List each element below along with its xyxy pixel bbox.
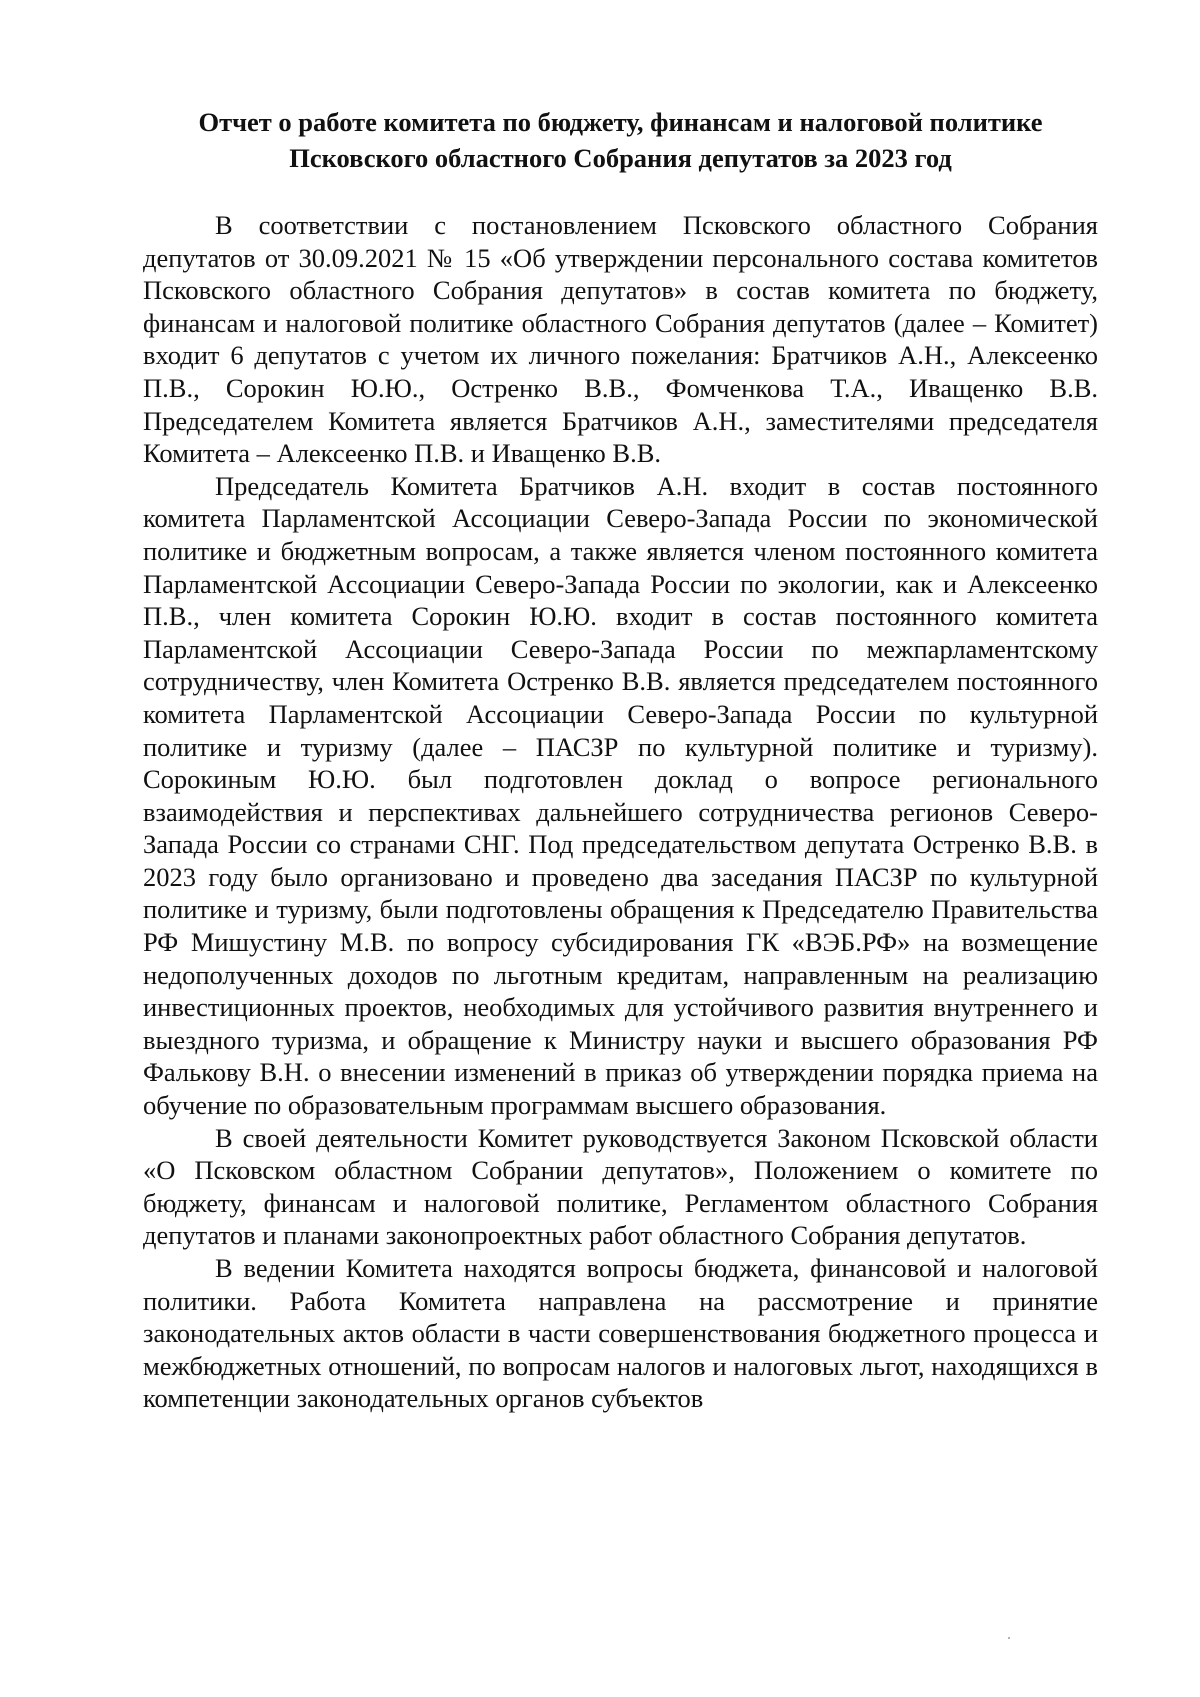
paragraph-committee-composition: В соответствии с постановлением Псковского областного Собрания депутатов от 30.09.2021 № 15 «Об утверждении персонального состава комитетов Псковского областного Собрания депутатов» в состав комитета по бюджету, финансам и налоговой политике областного Собрания депутатов (далее – Комитет) входит 6 депутатов с учетом их личного пожелания: Братчиков А.Н., Алексеенко П.В., Сорокин Ю.Ю., Остренко В.В., Фомченкова Т.А., Иващенко В.В. Председателем Комитета является Братчиков А.Н., заместителями председателя Комитета – Алексеенко П.В. и Иващенко В.В. xyxy=(143,210,1098,469)
document-body xyxy=(143,104,1098,1415)
paragraph-chairman-activities: Председатель Комитета Братчиков А.Н. входит в состав постоянного комитета Парламентской Ассоциации Северо-Запада России по экономической политике и бюджетным вопросам, а также является членом постоянного комитета Парламентской Ассоциации Северо-Запада России по экологии, как и Алексеенко П.В., член комитета Сорокин Ю.Ю. входит в состав постоянного комитета Парламентской Ассоциации Северо-Запада России по межпарламентскому сотрудничеству, член Комитета Остренко В.В. является председателем постоянного комитета Парламентской Ассоциации Северо-Запада России по культурной политике и туризму (далее – ПАСЗР по культурной политике и туризму). Сорокиным Ю.Ю. был подготовлен доклад о вопросе регионального взаимодействия и перспективах дальнейшего сотрудничества регионов Северо-Запада России со странами СНГ. Под председательством депутата Остренко В.В. в 2023 году было организовано и проведено два заседания ПАСЗР по культурной политике и туризму, были подготовлены обращения к Председателю Правительства РФ Мишустину М.В. по вопросу субсидирования ГК «ВЭБ.РФ» на возмещение недополученных доходов по льготным кредитам, направленным на реализацию инвестиционных проектов, необходимых для устойчивого развития внутреннего и выездного туризма, и обращение к Министру науки и высшего образования РФ Фалькову В.Н. о внесении изменений в приказ об утверждении порядка приема на обучение по образовательным программам высшего образования. xyxy=(143,470,1098,1121)
document-title xyxy=(143,104,1098,176)
title-line-1: Отчет о работе комитета по бюджету, финансам и налоговой политике xyxy=(198,107,1043,137)
paragraph-committee-competence: В ведении Комитета находятся вопросы бюджета, финансовой и налоговой политики. Работа Комитета направлена на рассмотрение и принятие законодательных актов области в части совершенствования бюджетного процесса и межбюджетных отношений, по вопросам налогов и налоговых льгот, находящихся в компетенции законодательных органов субъектов xyxy=(143,1253,1098,1414)
scan-artifact-dot xyxy=(1008,1637,1010,1639)
title-line-2: Псковского областного Собрания депутатов за 2023 год xyxy=(289,143,952,173)
paragraph-legal-basis: В своей деятельности Комитет руководствуется Законом Псковской области «О Псковском областном Собрании депутатов», Положением о комитете по бюджету, финансам и налоговой политике, Регламентом областного Собрания депутатов и планами законопроектных работ областного Собрания депутатов. xyxy=(143,1122,1098,1251)
